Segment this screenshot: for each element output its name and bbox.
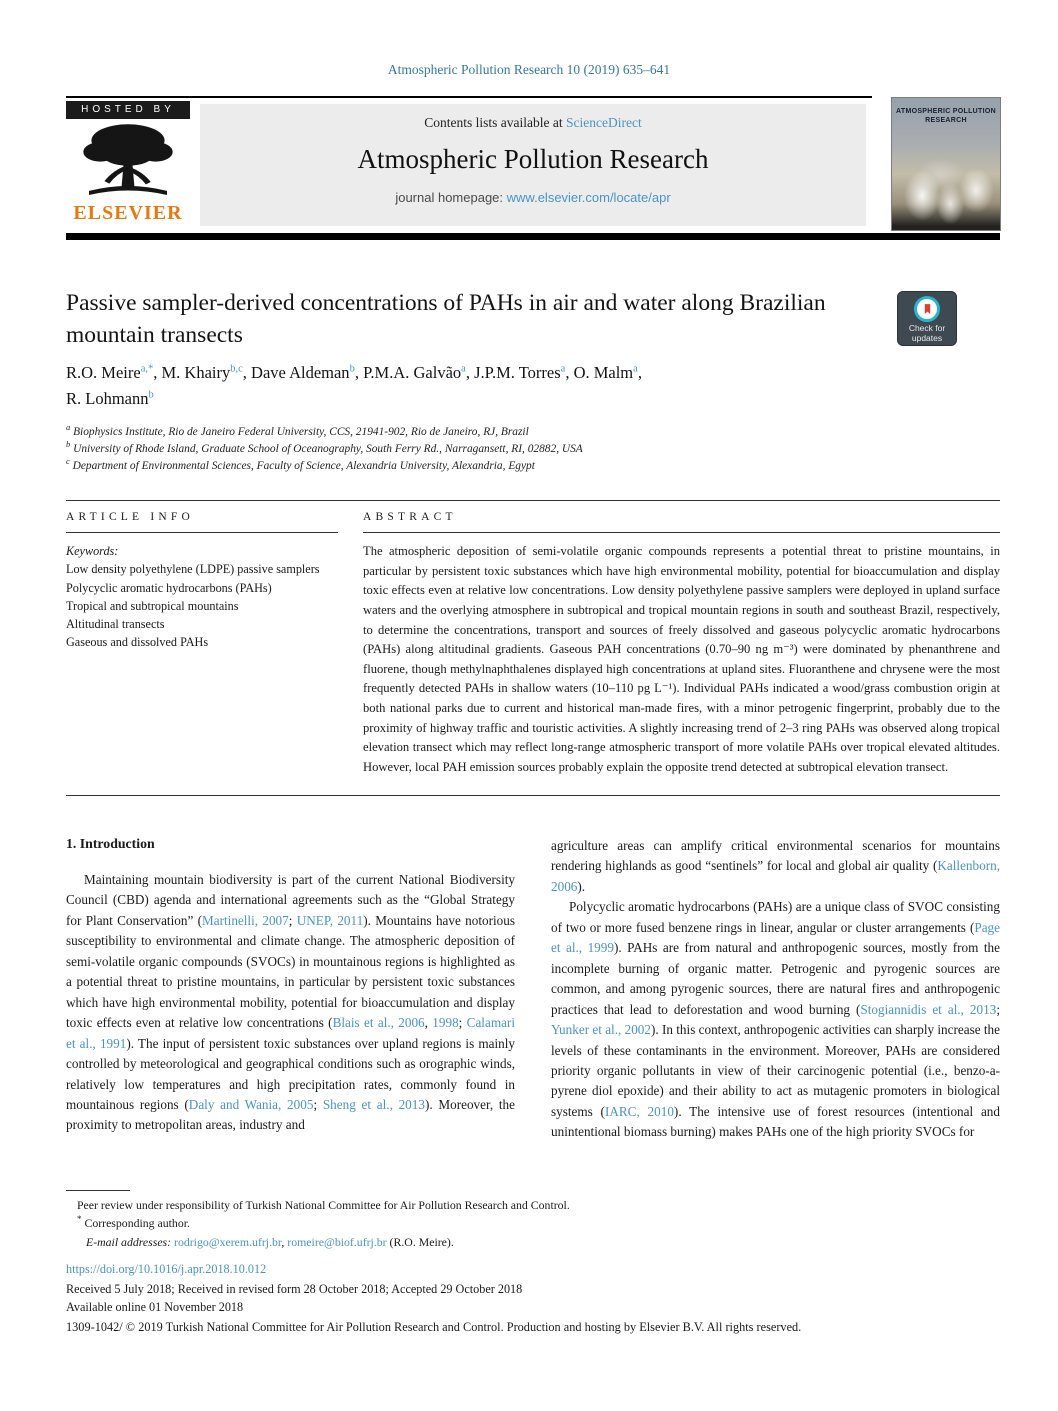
- author-superscript[interactable]: b: [349, 363, 355, 375]
- citation-link[interactable]: Yunker et al., 2002: [551, 1022, 651, 1038]
- received-dates: Received 5 July 2018; Received in revised form 28 October 2018; Accepted 29 October 2018: [66, 1282, 523, 1296]
- author-separator: ,: [465, 363, 475, 382]
- header-thick-rule: [66, 233, 1000, 240]
- email-separator: ,: [281, 1234, 288, 1249]
- copyright-line: 1309-1042/ © 2019 Turkish National Committee for Air Pollution Research and Control. Production and hosting by Elsevier B.V. All rights reserved.: [66, 1320, 802, 1334]
- footnote-rule: [66, 1190, 130, 1191]
- author-separator: ,: [565, 363, 574, 382]
- citation-link[interactable]: 1998: [432, 1015, 459, 1031]
- body-text: ). The input of persistent toxic substances over upland regions is mainly controlled by meteorological and geographical conditions such as orographic winds, relatively low temperatures and high precipitation rates, commonly found in mountainous regions (: [66, 1035, 515, 1112]
- email-addresses-note: [66, 1233, 1000, 1251]
- contents-line: [200, 115, 866, 131]
- article-info-heading: ARTICLE INFO: [66, 511, 194, 523]
- intro-paragraph: [66, 870, 515, 1136]
- citation-link[interactable]: Daly and Wania, 2005: [188, 1096, 314, 1112]
- footnotes-block: [66, 1196, 1000, 1251]
- hosted-by-label: HOSTED BY: [66, 101, 190, 119]
- journal-cover-image[interactable]: [891, 97, 1001, 231]
- abstract-heading: ABSTRACT: [363, 511, 457, 523]
- body-text: ;: [288, 912, 297, 928]
- keyword-item: Low density polyethylene (LDPE) passive samplers: [66, 562, 320, 577]
- peer-review-note: Peer review under responsibility of Turkish National Committee for Air Pollution Research and Control.: [77, 1198, 570, 1212]
- header-top-rule: [66, 96, 872, 98]
- citation-link[interactable]: Martinelli, 2007: [202, 912, 289, 928]
- elsevier-tree-icon: [66, 121, 190, 204]
- email-link[interactable]: rodrigo@xerem.ufrj.br: [174, 1234, 282, 1249]
- journal-citation: Atmospheric Pollution Research 10 (2019) 635–641: [387, 62, 671, 77]
- author-superscript[interactable]: b,c: [230, 363, 243, 375]
- citation-link[interactable]: Sheng et al., 2013: [322, 1096, 425, 1112]
- body-text: ). Moreover, the proximity to metropolitan areas, industry and: [66, 1096, 515, 1133]
- body-text: ). PAHs are from natural and anthropogenic sources, mostly from the incomplete burning of organic matter. Petrogenic and pyrogenic sources are common, and among pyrogenic sources, there are natural fires and anthropogenic practices that lead to deforestation and wood burning (: [551, 940, 1000, 1017]
- check-updates-icon: [914, 296, 940, 322]
- keyword-item: Altitudinal transects: [66, 617, 165, 632]
- check-badge-line2: updates: [911, 333, 943, 344]
- section-divider: [66, 795, 1000, 796]
- keyword-item: Gaseous and dissolved PAHs: [66, 635, 209, 650]
- affiliation-superscript: b: [66, 439, 71, 450]
- body-text: ;: [313, 1096, 323, 1112]
- body-text: Polycyclic aromatic hydrocarbons (PAHs) are a unique class of SVOC consisting of two or more fused benzene rings in linear, angular or cluster arrangements (: [551, 899, 1000, 935]
- article-info-rule: [66, 532, 338, 533]
- journal-title: Atmospheric Pollution Research: [357, 144, 709, 174]
- abstract-text: The atmospheric deposition of semi-volatile organic compounds represents a potential threat to pristine mountains, in particular by persistent toxic substances which have high environmental mobility, potential for bioaccumulation and display toxic effects even at relative low concentrations. Low density polyethylene passive samplers were deployed in upland surface waters and the overlying atmosphere in subtropical and tropical mountain regions in south and southeast Brazil, respectively, to determine the concentrations, transport and sources of freely dissolved and gaseous polycyclic aromatic hydrocarbons (PAHs) along altitudinal gradients. Gaseous PAH concentrations (0.70–90 ng m⁻³) were dominated by phenanthrene and fluorene, though methylnaphthalenes displayed high concentrations at upland sites. Fluoranthene and chrysene were the most frequently detected PAHs in shallow waters (10–110 pg L⁻¹). Individual PAHs indicated a wood/grass combustion origin at both national parks due to current and historical man-made fires, with a minor petrogenic fingerprint, probably due to the proximity of highway traffic and touristic activities. A slightly increasing trend of 2–3 ring PAHs was observed along tropical elevation transect which may reflect long-range atmospheric transport of more volatile PAHs over tropical elevated altitudes. However, local PAH emission sources probably explain the opposite trend detected at subtropical elevation transect.: [363, 544, 1000, 775]
- author: [162, 363, 252, 382]
- available-online: Available online 01 November 2018: [66, 1300, 244, 1314]
- author-name: Dave Aldeman: [251, 363, 350, 382]
- author: [66, 363, 162, 382]
- affiliation-superscript: a: [66, 422, 71, 433]
- body-text: ). The intensive use of forest resources (intentional and unintentional biomass burning) makes PAHs one of the high priority SVOCs for: [551, 1103, 1000, 1140]
- sciencedirect-link[interactable]: ScienceDirect: [566, 115, 642, 130]
- author-superscript[interactable]: b: [148, 389, 154, 401]
- doi-link[interactable]: https://doi.org/10.1016/j.apr.2018.10.012: [66, 1262, 267, 1276]
- cover-title: ATMOSPHERIC POLLUTION RESEARCH: [896, 108, 996, 125]
- author-superscript[interactable]: a: [560, 363, 566, 375]
- introduction-heading: 1. Introduction: [66, 836, 155, 851]
- email-suffix: (R.O. Meire).: [386, 1234, 454, 1249]
- citation-link[interactable]: IARC, 2010: [604, 1103, 674, 1119]
- intro-paragraph: [551, 897, 1000, 1142]
- check-for-updates-badge[interactable]: [897, 291, 957, 346]
- body-text: Maintaining mountain biodiversity is part of the current National Biodiversity Council (CBD) agenda and international agreements such as the “Global Strategy for Plant Conservation” (: [66, 872, 515, 928]
- author-superscript[interactable]: a,*: [140, 363, 154, 375]
- email-link[interactable]: romeire@biof.ufrj.br: [287, 1234, 387, 1249]
- citation-link[interactable]: Kallenborn, 2006: [551, 858, 1000, 894]
- affiliation-text: University of Rhode Island, Graduate School of Oceanography, South Ferry Rd., Narragansett, RI, 02882, USA: [70, 443, 583, 456]
- corresponding-text: Corresponding author.: [81, 1216, 190, 1231]
- affiliation: [66, 441, 926, 458]
- author-name: J.P.M. Torres: [474, 363, 561, 382]
- author: [66, 389, 154, 408]
- author-separator: ,: [153, 363, 162, 382]
- elsevier-wordmark: ELSEVIER: [73, 202, 183, 224]
- section-divider: [66, 500, 1000, 501]
- intro-left-column: [66, 870, 515, 1136]
- citation-link[interactable]: Stogiannidis et al., 2013: [860, 1001, 997, 1017]
- article-title: Passive sampler-derived concentrations of PAHs in air and water along Brazilian mountain transects: [66, 290, 826, 349]
- keyword-item: Tropical and subtropical mountains: [66, 598, 239, 613]
- keyword-item: Polycyclic aromatic hydrocarbons (PAHs): [66, 580, 272, 595]
- asterisk-superscript: *: [77, 1214, 82, 1225]
- keywords-block: [66, 542, 338, 652]
- author-superscript[interactable]: a: [633, 363, 638, 375]
- author-separator: ,: [637, 363, 642, 382]
- author: [474, 363, 573, 382]
- elsevier-logo-block[interactable]: [66, 101, 190, 227]
- body-text: ;: [458, 1015, 467, 1031]
- affiliation-superscript: c: [66, 456, 70, 467]
- author-name: R. Lohmann: [66, 388, 149, 408]
- abstract-rule: [363, 532, 1000, 533]
- intro-right-column: [551, 836, 1000, 1143]
- intro-paragraph: [551, 836, 1000, 897]
- author-superscript[interactable]: a: [461, 363, 466, 375]
- body-text: ). Mountains have notorious susceptibility to environmental and climate change. The atmospheric deposition of semi-volatile organic compounds (SVOCs) in mountainous regions is highlighted as a potential threat to pristine mountains, in particular by persistent toxic substances which have high environmental mobility, potential for bioaccumulation and display toxic effects even at relative low concentrations (: [66, 912, 515, 1031]
- homepage-link[interactable]: www.elsevier.com/locate/apr: [506, 190, 671, 205]
- author-name: R.O. Meire: [66, 363, 141, 382]
- author: [574, 363, 642, 382]
- body-text: ).: [577, 878, 586, 894]
- author: [363, 363, 474, 382]
- journal-banner: [200, 104, 866, 226]
- author-name: M. Khairy: [161, 363, 231, 382]
- body-text: ). In this context, anthropogenic activities can sharply increase the levels of these contaminants in the environment. Moreover, PAHs are considered priority organic pollutants in view of their carcinogenic potential (i.e., benzo-a-pyrene diol epoxide) and their ability to act as mutagenic promoters in biological systems (: [551, 1022, 1001, 1119]
- citation-link[interactable]: UNEP, 2011: [296, 912, 364, 928]
- check-badge-line1: Check for: [908, 323, 946, 333]
- author-list: [66, 360, 866, 411]
- homepage-line: [200, 190, 866, 205]
- affiliation-text: Department of Environmental Sciences, Faculty of Science, Alexandria University, Alexandria, Egypt: [69, 460, 535, 473]
- body-text: agriculture areas can amplify critical environmental scenarios for mountains rendering highlands as good “sentinels” for local and global air quality (: [551, 838, 1000, 874]
- citation-link[interactable]: Calamari et al., 1991: [66, 1015, 515, 1051]
- affiliation-list: [66, 424, 926, 475]
- affiliation-text: Biophysics Institute, Rio de Janeiro Federal University, CCS, 21941-902, Rio de Janeiro, RJ, Brazil: [70, 426, 529, 438]
- citation-link[interactable]: Blais et al., 2006: [332, 1015, 425, 1031]
- body-text: ;: [996, 1001, 1000, 1017]
- author-separator: ,: [354, 363, 364, 382]
- abstract-section: [363, 511, 1000, 778]
- affiliation: [66, 458, 926, 475]
- article-info-section: [66, 511, 338, 652]
- author-name: O. Malm: [573, 363, 634, 382]
- email-label: E-mail addresses:: [86, 1234, 175, 1249]
- keywords-label: Keywords:: [66, 544, 119, 558]
- citation-link[interactable]: Page et al., 1999: [551, 919, 1000, 956]
- corresponding-author-note: [66, 1214, 1000, 1232]
- check-badge-text: [898, 323, 956, 343]
- contents-prefix: Contents lists available at: [424, 115, 566, 130]
- author: [251, 363, 363, 382]
- author-separator: ,: [242, 363, 252, 382]
- body-text: ,: [424, 1015, 433, 1031]
- affiliation: [66, 424, 926, 441]
- author-name: P.M.A. Galvão: [363, 363, 462, 382]
- homepage-prefix: journal homepage:: [395, 190, 507, 205]
